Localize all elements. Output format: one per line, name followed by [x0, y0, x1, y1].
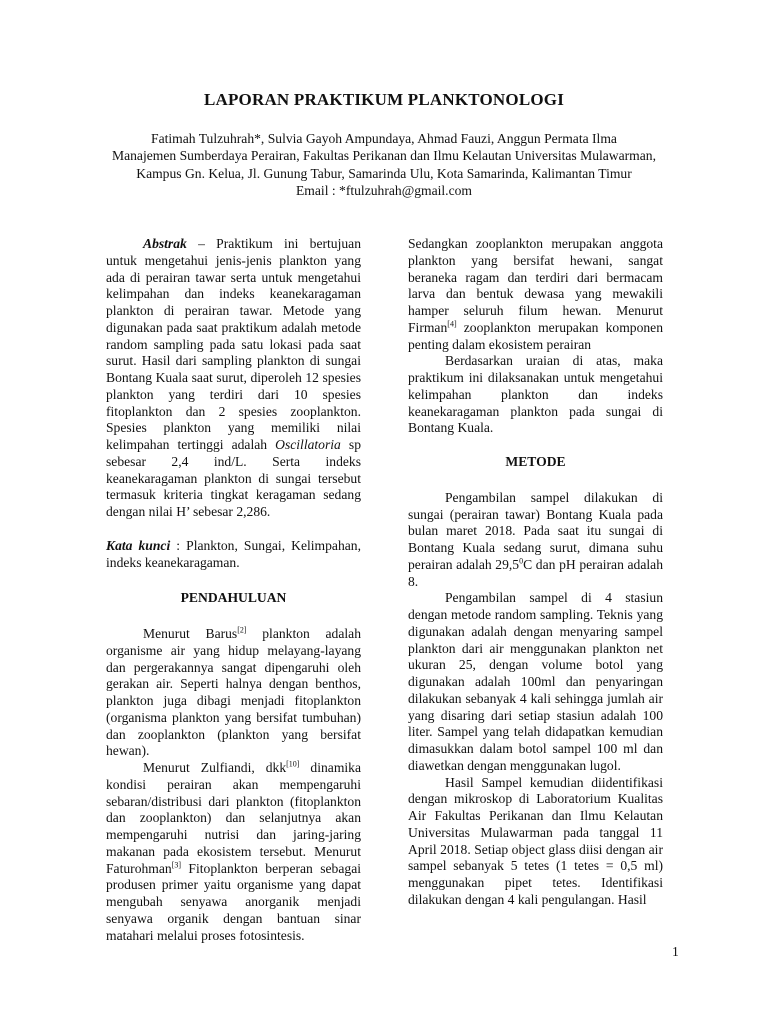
abstract-text-end: sp sebesar 2,4 ind/L. Serta indeks keanekaragaman plankton di sungai tersebut termasuk kriteria tingkat keragaman sedang dengan nilai H’ sebesar 2,286.	[106, 437, 361, 519]
abstract-paragraph	[106, 236, 361, 521]
intro-p3-text-b: zooplankton merupakan komponen penting dalam ekosistem perairan	[408, 319, 663, 352]
affiliation-line-2: Kampus Gn. Kelua, Jl. Gunung Tabur, Samarinda Ulu, Kota Samarinda, Kalimantan Timur	[136, 165, 632, 181]
abstract-label: Abstrak	[143, 236, 187, 251]
keywords-label: Kata kunci	[106, 537, 171, 553]
citation-ref: [2]	[237, 625, 247, 635]
method-p1-text-b: C dan pH perairan adalah 8.	[408, 556, 663, 589]
method-p1-text-a: Pengambilan sampel dilakukan di sungai (perairan tawar) Bontang Kuala pada bulan maret 2018. Pada saat itu sungai di Bontang Kuala sedang surut, dimana suhu perairan adalah 29,5	[408, 489, 663, 572]
method-paragraph-3: Hasil Sampel kemudian diidentifikasi dengan mikroskop di Laboratorium Kualitas Air Fakultas Perikanan dan Ilmu Kelautan Universitas Mulawarman pada tanggal 11 April 2018. Setiap object glass diisi dengan air sampel sebanyak 5 tetes (1 tetes = 0,5 ml) menggunakan pipet tetes. Identifikasi dilakukan dengan 4 kali pengulangan. Hasil	[408, 774, 663, 907]
degree-superscript: 0	[519, 556, 524, 566]
keywords-text: : Plankton, Sungai, Kelimpahan, indeks keanekaragaman.	[106, 537, 361, 570]
abstract-species: Oscillatoria	[275, 437, 341, 452]
abstract-text: – Praktikum ini bertujuan untuk mengetahui jenis-jenis plankton yang ada di perairan tawar serta untuk mengetahui kelimpahan dan indeks keanekaragaman plankton di perairan tawar. Metode yang digunakan pada saat praktikum adalah metode random sampling pada satu lokasi pada saat surut. Hasil dari sampling plankton di sungai Bontang Kuala saat surut, diperoleh 12 spesies plankton yang terdiri dari 10 spesies fitoplankton dan 2 spesies zooplankton. Spesies plankton yang memiliki nilai kelimpahan tertinggi adalah	[106, 236, 361, 452]
intro-p2-text-c: Fitoplankton berperan sebagai produsen primer yaitu organisme yang dapat mengubah senyawa anorganik menjadi senyawa organik dengan bantuan sinar matahari melalui proses fotosintesis.	[106, 860, 361, 943]
intro-p1-text-a: Menurut Barus	[143, 626, 238, 641]
intro-p2-text-a: Menurut Zulfiandi, dkk	[143, 760, 287, 775]
page-number: 1	[672, 944, 679, 959]
affiliation-line-1: Manajemen Sumberdaya Perairan, Fakultas Perikanan dan Ilmu Kelautan Universitas Mulawarman,	[112, 148, 656, 164]
intro-paragraph-3	[408, 236, 663, 353]
intro-paragraph-4: Berdasarkan uraian di atas, maka praktikum ini dilaksanakan untuk mengetahui kelimpahan plankton dan indeks keanekaragaman plankton pada sungai di Bontang Kuala.	[408, 353, 663, 436]
citation-ref: [4]	[447, 319, 457, 329]
intro-p2-text-b: dinamika kondisi perairan akan mempengaruhi sebaran/distribusi dari plankton (fitoplankton dan zooplankton) dan selanjutnya akan mempengaruhi nutrisi dan jaring-jaring makanan pada ekosistem tersebut. Menurut Faturohman	[106, 760, 361, 876]
intro-paragraph-2	[106, 760, 361, 944]
citation-ref: [3]	[171, 859, 182, 869]
paper-title: LAPORAN PRAKTIKUM PLANKTONOLOGI	[203, 90, 565, 109]
method-paragraph-2: Pengambilan sampel di 4 stasiun dengan metode random sampling. Teknis yang digunakan adalah dengan menyaring sampel plankton dari air menggunakan plankton net ukuran 25, dengan volume botol yang digunakan adalah 100ml dan penyaringan dilakukan sebanyak 4 kali sehingga jumlah air yang disaring dari setiap stasiun adalah 100 liter. Sampel yang telah didapatkan kemudian dimasukkan dalam botol sampel 100 ml dan diawetkan dengan menggunakan lugol.	[408, 590, 663, 773]
intro-p3-text-a: Sedangkan zooplankton merupakan anggota plankton yang bersifat hewani, sangat beraneka ragam dan terdiri dari bermacam larva dan bentuk dewasa yang mewakili hamper seluruh filum hewan. Menurut Firman	[408, 236, 663, 335]
paper-header	[80, 90, 688, 200]
left-column	[106, 236, 361, 944]
intro-paragraph-1	[106, 626, 361, 760]
author-list: Fatimah Tulzuhrah*, Sulvia Gayoh Ampundaya, Ahmad Fauzi, Anggun Permata Ilma	[151, 131, 617, 146]
section-heading-introduction: PENDAHULUAN	[180, 590, 287, 606]
keywords-paragraph	[106, 538, 361, 572]
contact-email: Email : *ftulzuhrah@gmail.com	[296, 183, 472, 199]
method-paragraph-1	[408, 490, 663, 591]
intro-p1-text-b: plankton adalah organisme air yang hidup melayang-layang dan pergerakannya sangat dipengaruhi oleh gerakan air. Seperti halnya dengan benthos, plankton juga dibagi menjadi fitoplankton (organisma plankton yang bersifat tumbuhan) dan zooplankton (plankton yang bersifat hewan).	[106, 626, 361, 759]
right-column	[408, 236, 663, 909]
citation-ref: [10]	[286, 759, 300, 769]
section-heading-method: METODE	[505, 454, 566, 469]
